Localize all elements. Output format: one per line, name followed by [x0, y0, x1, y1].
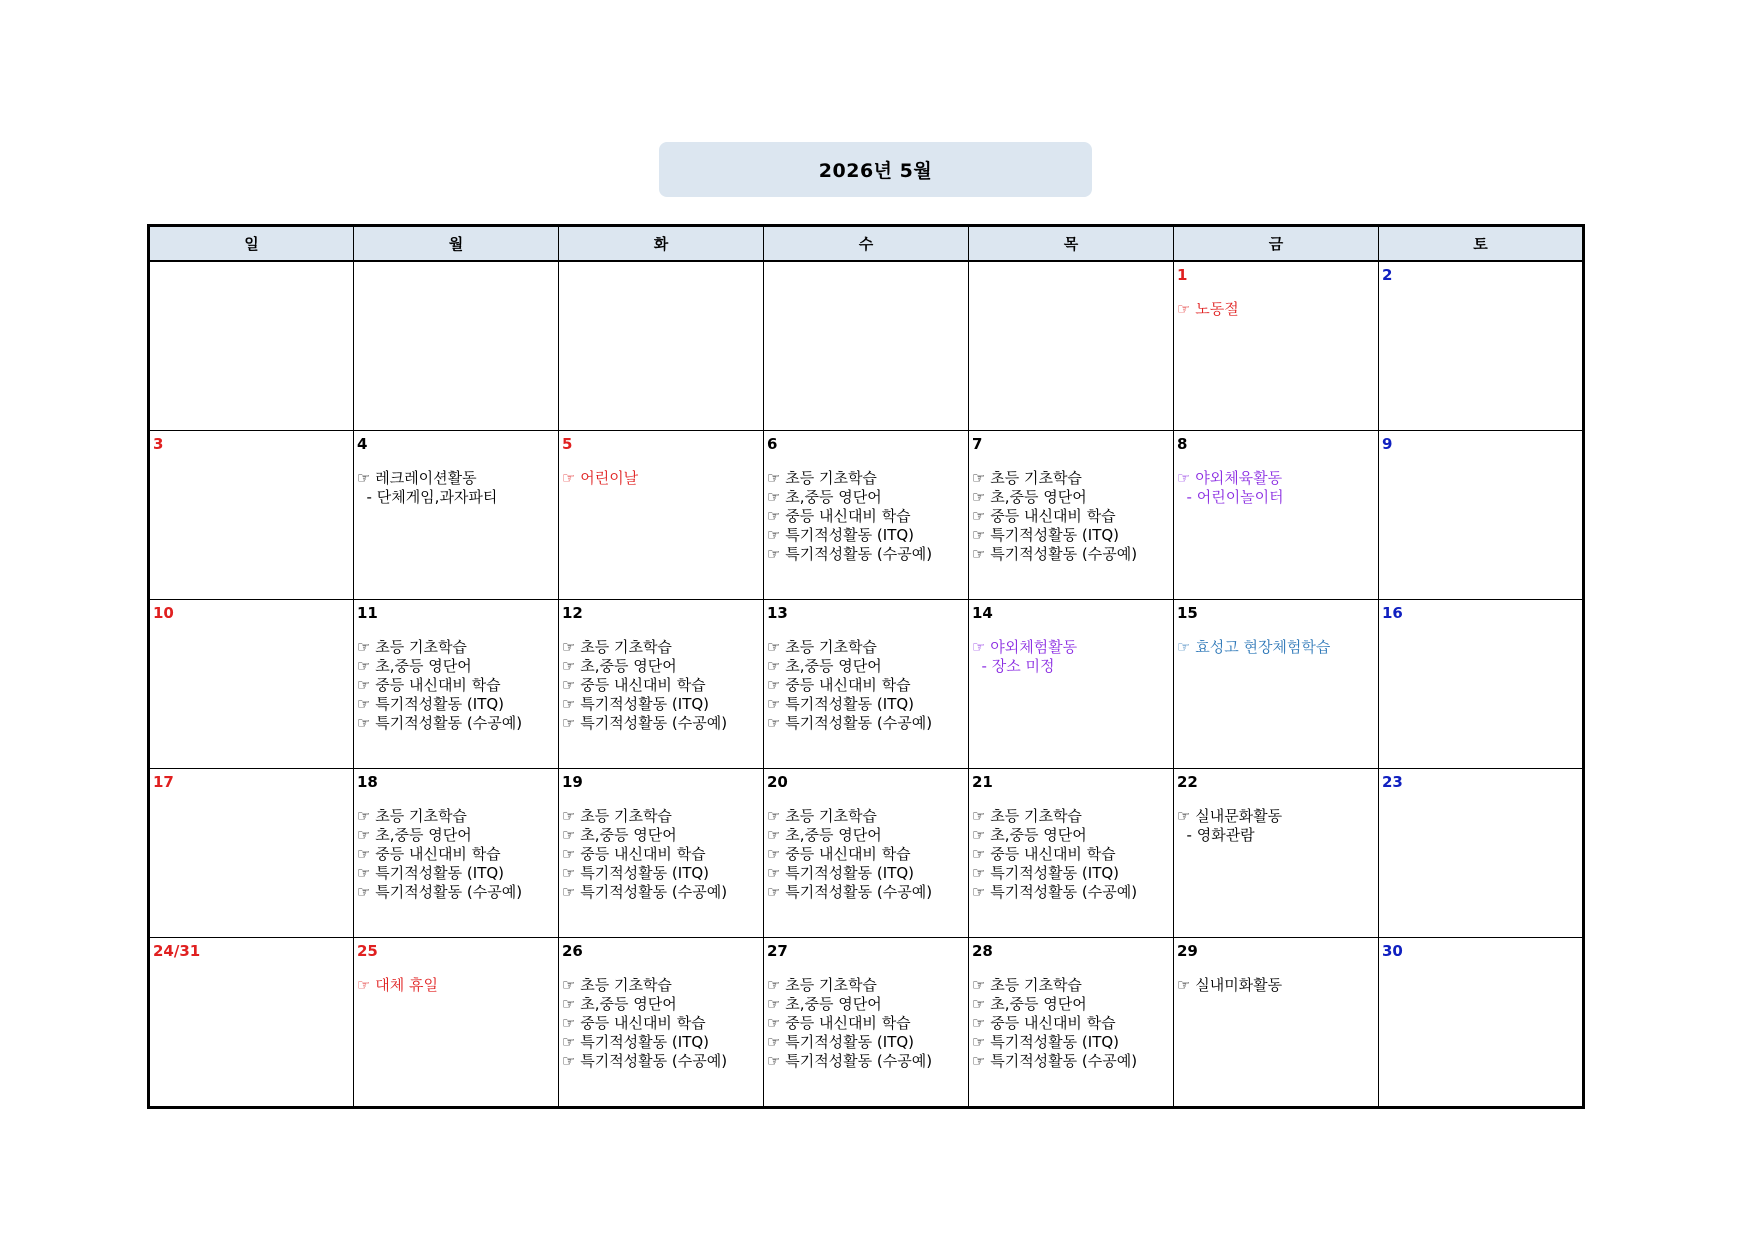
event-item: ☞ 레크레이션활동: [357, 469, 477, 487]
day-number: [767, 266, 965, 284]
event-item: ☞ 초등 기초학습: [562, 976, 672, 994]
event-item: ☞ 초등 기초학습: [767, 469, 877, 487]
day-cell: [559, 261, 764, 431]
event-list: [357, 807, 555, 902]
event-item: ☞ 초,중등 영단어: [767, 826, 882, 844]
weekday-wed: 수: [764, 226, 969, 262]
day-cell: [149, 938, 354, 1108]
event-list: [562, 807, 760, 902]
event-item: ☞ 초,중등 영단어: [562, 657, 677, 675]
event-item: ☞ 초등 기초학습: [357, 807, 467, 825]
event-item: ☞ 초등 기초학습: [767, 638, 877, 656]
event-item: ☞ 대체 휴일: [357, 976, 438, 994]
event-list: [1177, 807, 1375, 845]
event-item: ☞ 초등 기초학습: [357, 638, 467, 656]
event-item: ☞ 특기적성활동 (수공예): [767, 883, 933, 901]
day-number: 17: [153, 773, 174, 791]
event-item: ☞ 특기적성활동 (ITQ): [767, 864, 915, 882]
calendar-body: [149, 261, 1584, 1108]
event-list: [562, 469, 760, 488]
event-list: [1177, 638, 1375, 657]
event-item: ☞ 노동절: [1177, 300, 1239, 318]
event-list: [562, 976, 760, 1071]
event-item: ☞ 중등 내신대비 학습: [972, 845, 1116, 863]
day-cell: [1379, 938, 1584, 1108]
weekday-sun: 일: [149, 226, 354, 262]
day-number: 30: [1382, 942, 1403, 960]
event-list: [357, 638, 555, 733]
event-item: ☞ 초,중등 영단어: [972, 488, 1087, 506]
event-item: ☞ 특기적성활동 (수공예): [767, 545, 933, 563]
day-number: [562, 266, 760, 284]
day-number: [972, 266, 1170, 284]
day-cell: [559, 431, 764, 600]
event-item: ☞ 초,중등 영단어: [562, 826, 677, 844]
event-item: ☞ 중등 내신대비 학습: [562, 1014, 706, 1032]
event-item: - 영화관람: [1177, 826, 1255, 844]
day-cell: [969, 261, 1174, 431]
event-item: ☞ 초등 기초학습: [972, 976, 1082, 994]
event-item: ☞ 초등 기초학습: [972, 807, 1082, 825]
event-item: ☞ 특기적성활동 (수공예): [357, 714, 523, 732]
day-number: 27: [767, 942, 788, 960]
day-number: 10: [153, 604, 174, 622]
event-item: ☞ 특기적성활동 (ITQ): [767, 526, 915, 544]
event-item: ☞ 특기적성활동 (수공예): [972, 883, 1138, 901]
event-list: [972, 976, 1170, 1071]
event-list: [562, 638, 760, 733]
day-number: [357, 266, 555, 284]
event-item: ☞ 초,중등 영단어: [767, 488, 882, 506]
event-item: ☞ 특기적성활동 (ITQ): [767, 695, 915, 713]
event-list: [1177, 469, 1375, 507]
event-item: ☞ 중등 내신대비 학습: [767, 1014, 911, 1032]
day-cell: [149, 261, 354, 431]
event-item: ☞ 초등 기초학습: [562, 807, 672, 825]
day-cell: [1174, 938, 1379, 1108]
event-list: [357, 469, 555, 507]
day-number: 12: [562, 604, 583, 622]
event-item: ☞ 효성고 현장체험학습: [1177, 638, 1331, 656]
event-list: [972, 469, 1170, 564]
day-number: 3: [153, 435, 164, 453]
day-cell: [1174, 431, 1379, 600]
event-item: ☞ 실내미화활동: [1177, 976, 1283, 994]
day-cell: [764, 938, 969, 1108]
day-cell: [354, 938, 559, 1108]
event-item: ☞ 중등 내신대비 학습: [767, 676, 911, 694]
day-number: 2: [1382, 266, 1393, 284]
day-cell: [149, 431, 354, 600]
month-calendar: [147, 224, 1585, 1109]
day-number: 25: [357, 942, 378, 960]
event-item: ☞ 중등 내신대비 학습: [357, 845, 501, 863]
event-item: ☞ 특기적성활동 (수공예): [972, 545, 1138, 563]
event-item: ☞ 중등 내신대비 학습: [562, 845, 706, 863]
event-list: [767, 976, 965, 1071]
week-row: [149, 938, 1584, 1108]
event-item: ☞ 중등 내신대비 학습: [972, 1014, 1116, 1032]
day-cell: [559, 769, 764, 938]
event-item: ☞ 실내문화활동: [1177, 807, 1283, 825]
day-number: 24/31: [153, 942, 201, 960]
event-item: ☞ 특기적성활동 (수공예): [972, 1052, 1138, 1070]
day-number: 19: [562, 773, 583, 791]
event-item: ☞ 특기적성활동 (ITQ): [562, 864, 710, 882]
day-number: 9: [1382, 435, 1393, 453]
event-item: ☞ 특기적성활동 (ITQ): [562, 695, 710, 713]
event-item: ☞ 특기적성활동 (수공예): [562, 883, 728, 901]
week-row: [149, 261, 1584, 431]
event-item: ☞ 특기적성활동 (ITQ): [972, 1033, 1120, 1051]
day-number: 22: [1177, 773, 1198, 791]
weekday-fri: 금: [1174, 226, 1379, 262]
day-number: 13: [767, 604, 788, 622]
day-cell: [764, 600, 969, 769]
event-list: [972, 807, 1170, 902]
event-item: ☞ 중등 내신대비 학습: [972, 507, 1116, 525]
event-list: [767, 638, 965, 733]
day-cell: [764, 769, 969, 938]
day-cell: [969, 938, 1174, 1108]
day-cell: [149, 769, 354, 938]
event-item: ☞ 야외체육활동: [1177, 469, 1283, 487]
day-number: 14: [972, 604, 993, 622]
day-number: 11: [357, 604, 378, 622]
event-item: ☞ 초,중등 영단어: [767, 995, 882, 1013]
day-cell: [1174, 261, 1379, 431]
event-item: ☞ 특기적성활동 (수공예): [562, 1052, 728, 1070]
week-row: [149, 431, 1584, 600]
event-item: ☞ 초,중등 영단어: [357, 657, 472, 675]
event-list: [1177, 300, 1375, 319]
event-list: [972, 638, 1170, 676]
event-item: ☞ 특기적성활동 (수공예): [562, 714, 728, 732]
day-number: 4: [357, 435, 368, 453]
event-item: ☞ 특기적성활동 (ITQ): [972, 864, 1120, 882]
event-item: ☞ 어린이날: [562, 469, 639, 487]
event-item: - 단체게임,과자파티: [357, 488, 498, 506]
event-item: ☞ 초,중등 영단어: [357, 826, 472, 844]
event-item: ☞ 초등 기초학습: [767, 807, 877, 825]
event-item: - 장소 미정: [972, 657, 1055, 675]
day-number: 26: [562, 942, 583, 960]
day-number: 18: [357, 773, 378, 791]
day-number: 1: [1177, 266, 1188, 284]
day-number: 23: [1382, 773, 1403, 791]
event-item: ☞ 중등 내신대비 학습: [562, 676, 706, 694]
event-item: ☞ 특기적성활동 (ITQ): [972, 526, 1120, 544]
day-number: 29: [1177, 942, 1198, 960]
event-item: ☞ 중등 내신대비 학습: [767, 507, 911, 525]
day-cell: [1379, 769, 1584, 938]
event-item: ☞ 초등 기초학습: [767, 976, 877, 994]
event-item: ☞ 초,중등 영단어: [562, 995, 677, 1013]
day-cell: [1379, 431, 1584, 600]
event-item: ☞ 초,중등 영단어: [767, 657, 882, 675]
day-cell: [354, 600, 559, 769]
event-list: [767, 807, 965, 902]
day-number: 15: [1177, 604, 1198, 622]
weekday-header-row: [149, 226, 1584, 262]
day-cell: [764, 431, 969, 600]
day-number: [153, 266, 350, 284]
day-cell: [969, 769, 1174, 938]
day-cell: [354, 431, 559, 600]
day-number: 5: [562, 435, 573, 453]
day-number: 8: [1177, 435, 1188, 453]
week-row: [149, 769, 1584, 938]
weekday-sat: 토: [1379, 226, 1584, 262]
day-cell: [559, 600, 764, 769]
calendar-title: 2026년 5월: [659, 142, 1092, 197]
event-item: ☞ 초,중등 영단어: [972, 995, 1087, 1013]
event-item: ☞ 야외체험활동: [972, 638, 1078, 656]
day-number: 6: [767, 435, 778, 453]
day-cell: [1379, 600, 1584, 769]
weekday-tue: 화: [559, 226, 764, 262]
day-cell: [969, 600, 1174, 769]
event-list: [767, 469, 965, 564]
day-cell: [764, 261, 969, 431]
event-item: ☞ 특기적성활동 (ITQ): [767, 1033, 915, 1051]
day-number: 16: [1382, 604, 1403, 622]
event-item: ☞ 초등 기초학습: [972, 469, 1082, 487]
event-list: [357, 976, 555, 995]
day-number: 28: [972, 942, 993, 960]
event-item: ☞ 특기적성활동 (ITQ): [357, 864, 505, 882]
day-cell: [1174, 600, 1379, 769]
day-cell: [1174, 769, 1379, 938]
event-item: ☞ 중등 내신대비 학습: [357, 676, 501, 694]
day-number: 21: [972, 773, 993, 791]
day-cell: [354, 261, 559, 431]
event-item: ☞ 특기적성활동 (수공예): [357, 883, 523, 901]
event-item: ☞ 중등 내신대비 학습: [767, 845, 911, 863]
day-cell: [354, 769, 559, 938]
week-row: [149, 600, 1584, 769]
event-list: [1177, 976, 1375, 995]
day-number: 7: [972, 435, 983, 453]
day-cell: [149, 600, 354, 769]
weekday-thu: 목: [969, 226, 1174, 262]
day-cell: [1379, 261, 1584, 431]
event-item: ☞ 특기적성활동 (ITQ): [357, 695, 505, 713]
day-cell: [969, 431, 1174, 600]
event-item: ☞ 초,중등 영단어: [972, 826, 1087, 844]
event-item: ☞ 특기적성활동 (수공예): [767, 714, 933, 732]
day-number: 20: [767, 773, 788, 791]
event-item: ☞ 특기적성활동 (수공예): [767, 1052, 933, 1070]
weekday-mon: 월: [354, 226, 559, 262]
event-item: - 어린이놀이터: [1177, 488, 1284, 506]
event-item: ☞ 초등 기초학습: [562, 638, 672, 656]
event-item: ☞ 특기적성활동 (ITQ): [562, 1033, 710, 1051]
day-cell: [559, 938, 764, 1108]
